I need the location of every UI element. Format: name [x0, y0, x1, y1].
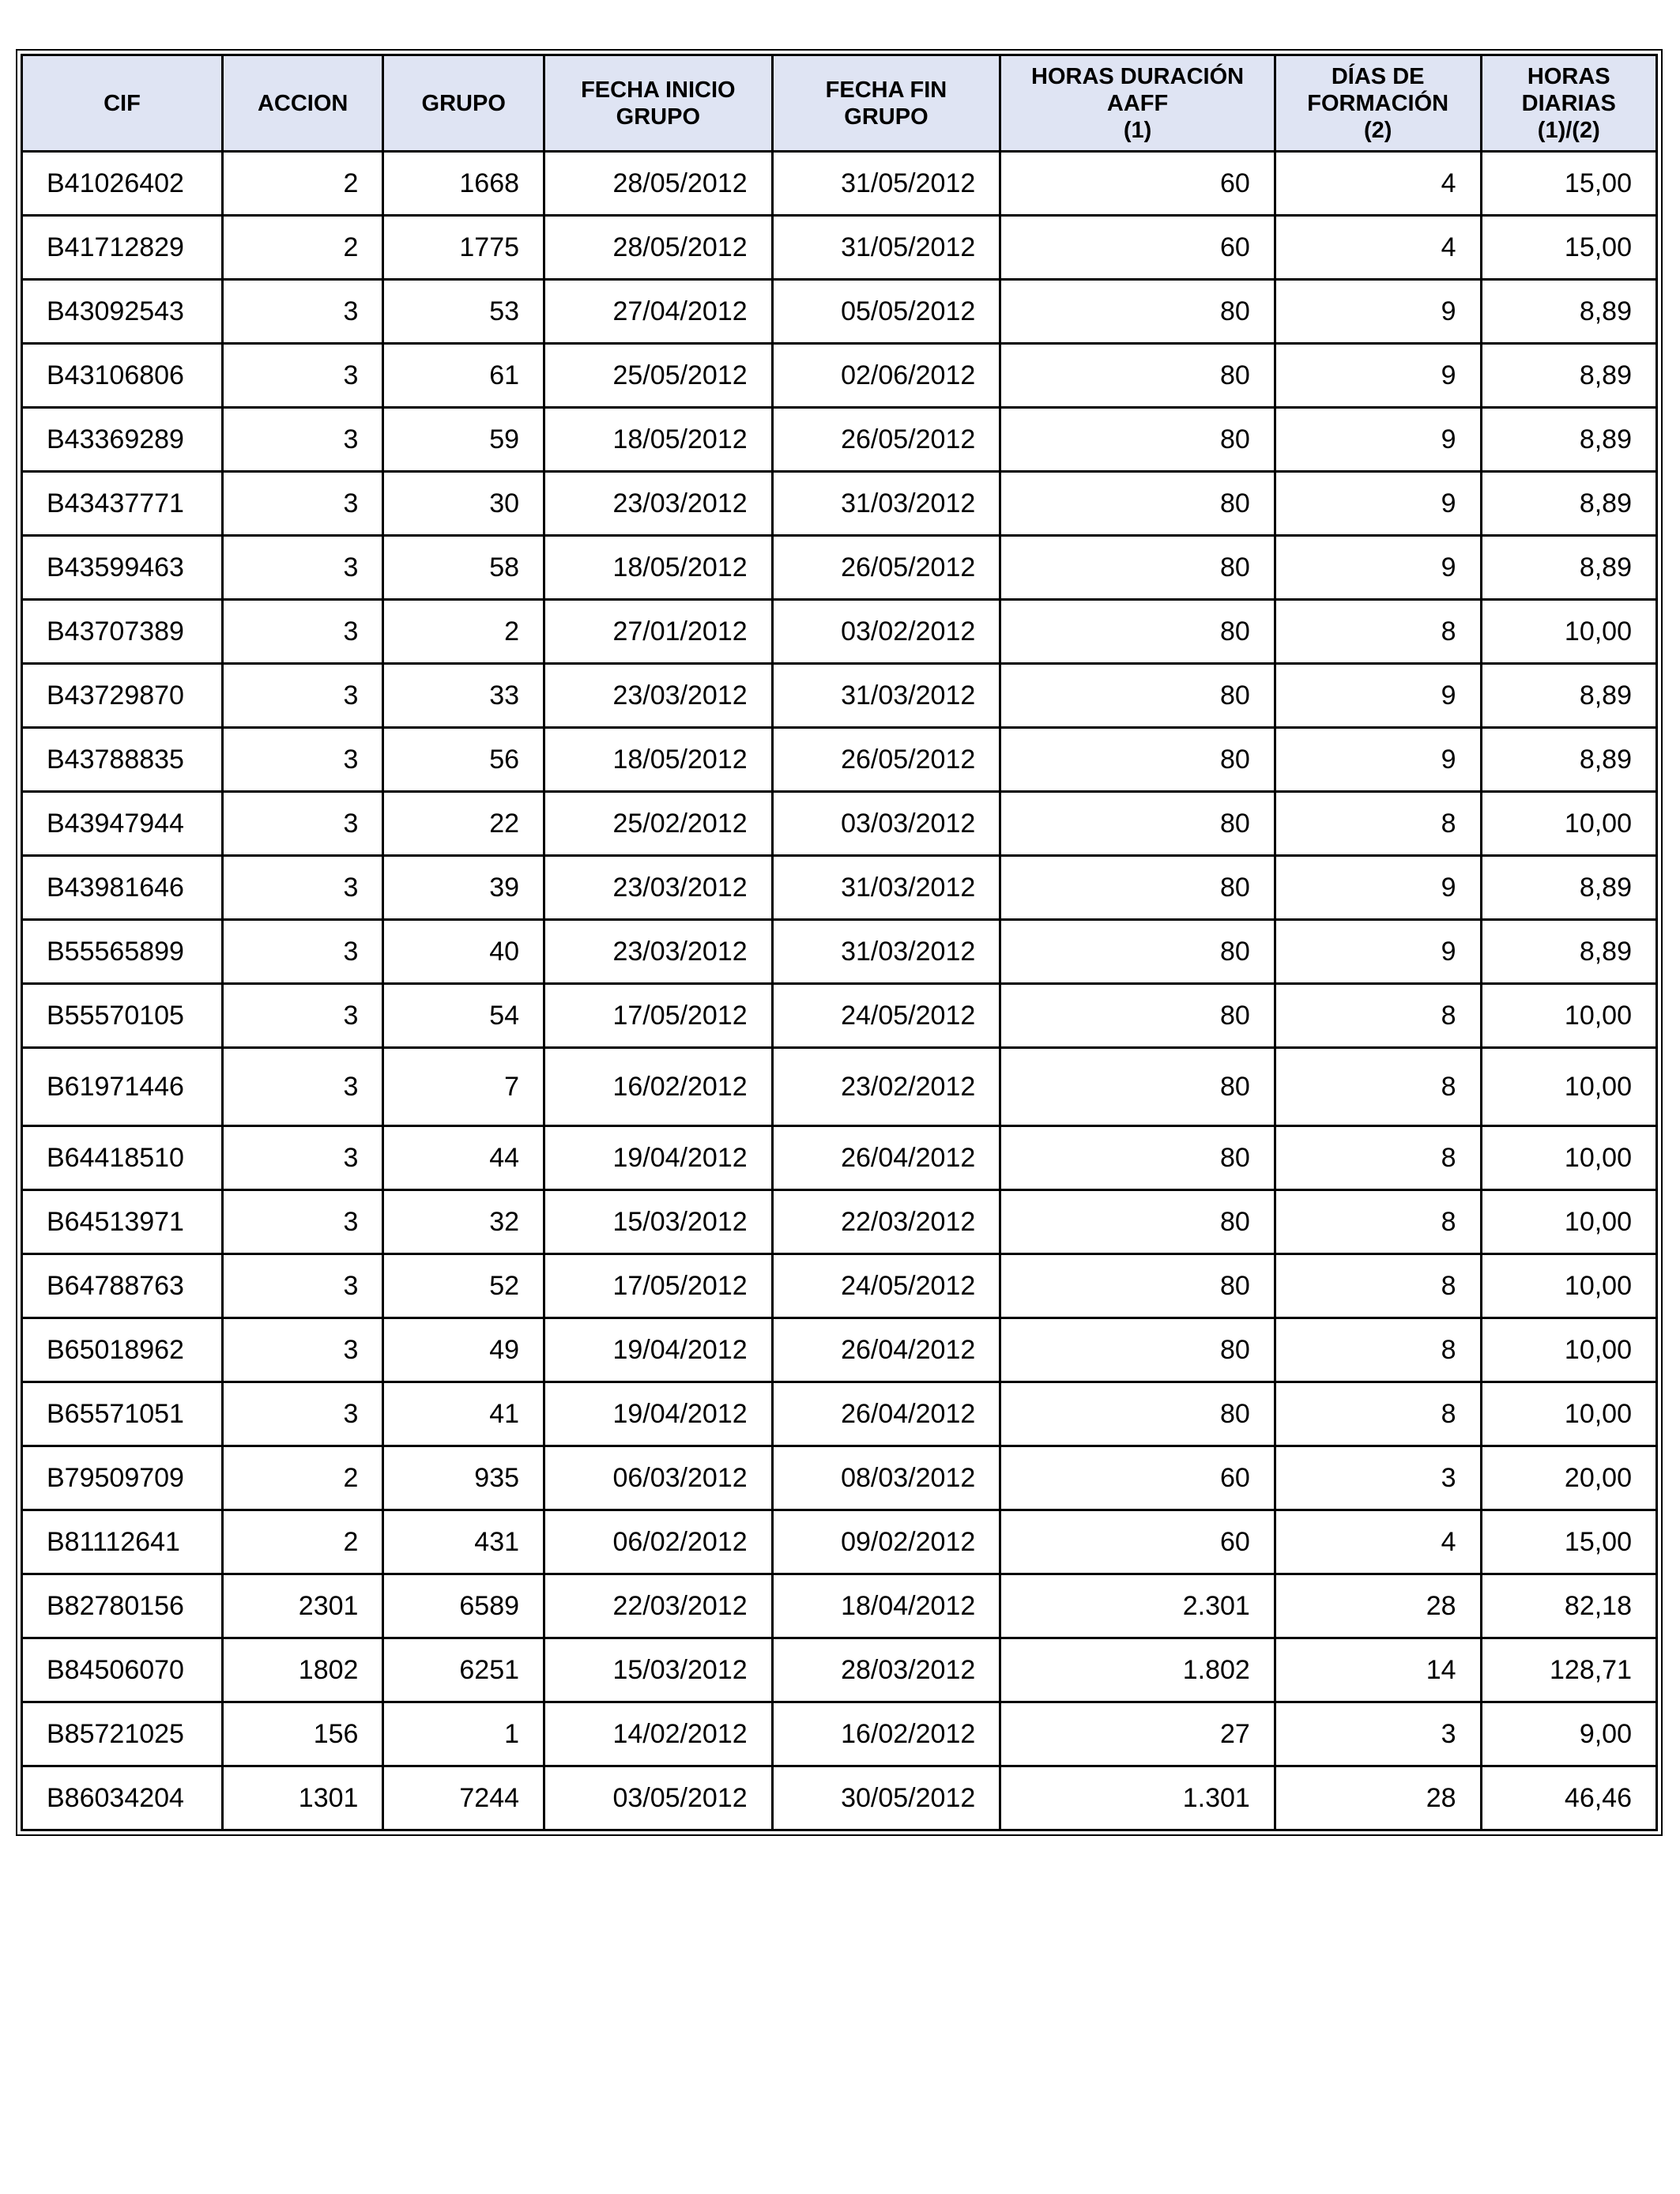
table-row: [22, 408, 1657, 472]
cell-grupo: 22: [383, 792, 544, 856]
header-fecha-inicio-line: GRUPO: [616, 104, 700, 130]
cell-fecha-fin: 31/03/2012: [772, 472, 1000, 536]
cell-dias-formacion: 28: [1275, 1574, 1481, 1638]
table-row: [22, 1766, 1657, 1830]
cell-grupo: 61: [383, 344, 544, 408]
cell-grupo: 6589: [383, 1574, 544, 1638]
cell-horas-duracion: 80: [1000, 1048, 1275, 1126]
cell-fecha-inicio: 06/03/2012: [544, 1446, 773, 1510]
cell-accion: 3: [222, 792, 383, 856]
cell-accion: 3: [222, 1254, 383, 1318]
cell-accion: 3: [222, 1382, 383, 1446]
table-row: [22, 1126, 1657, 1190]
header-dias-formacion-line: (2): [1363, 117, 1392, 143]
cell-accion: 3: [222, 728, 383, 792]
cell-grupo: 39: [383, 856, 544, 920]
header-horas-duracion-line: (1): [1123, 117, 1152, 143]
cell-fecha-fin: 31/05/2012: [772, 216, 1000, 280]
table-row: [22, 1702, 1657, 1766]
cell-accion: 156: [222, 1702, 383, 1766]
cell-accion: 2: [222, 152, 383, 216]
cell-horas-duracion: 60: [1000, 1446, 1275, 1510]
cell-dias-formacion: 3: [1275, 1702, 1481, 1766]
cell-fecha-fin: 16/02/2012: [772, 1702, 1000, 1766]
table-row: [22, 1510, 1657, 1574]
cell-grupo: 1775: [383, 216, 544, 280]
cell-grupo: 7244: [383, 1766, 544, 1830]
cell-accion: 2: [222, 1510, 383, 1574]
table-row: [22, 472, 1657, 536]
cell-cif: B43947944: [22, 792, 223, 856]
header-dias-formacion: [1275, 55, 1481, 152]
cell-horas-diarias: 8,89: [1481, 344, 1656, 408]
cell-horas-diarias: 15,00: [1481, 1510, 1656, 1574]
cell-horas-duracion: 60: [1000, 216, 1275, 280]
cell-grupo: 1: [383, 1702, 544, 1766]
cell-horas-duracion: 80: [1000, 344, 1275, 408]
cell-cif: B55570105: [22, 984, 223, 1048]
cell-accion: 3: [222, 472, 383, 536]
cell-grupo: 49: [383, 1318, 544, 1382]
cell-horas-diarias: 8,89: [1481, 536, 1656, 600]
cell-fecha-fin: 05/05/2012: [772, 280, 1000, 344]
cell-dias-formacion: 9: [1275, 920, 1481, 984]
header-fecha-fin: [772, 55, 1000, 152]
cell-horas-duracion: 60: [1000, 152, 1275, 216]
cell-grupo: 59: [383, 408, 544, 472]
cell-fecha-fin: 30/05/2012: [772, 1766, 1000, 1830]
cell-fecha-fin: 08/03/2012: [772, 1446, 1000, 1510]
cell-fecha-inicio: 15/03/2012: [544, 1638, 773, 1702]
cell-accion: 3: [222, 344, 383, 408]
cell-fecha-fin: 26/05/2012: [772, 536, 1000, 600]
cell-fecha-inicio: 14/02/2012: [544, 1702, 773, 1766]
cell-fecha-inicio: 19/04/2012: [544, 1318, 773, 1382]
cell-horas-duracion: 80: [1000, 1126, 1275, 1190]
cell-fecha-fin: 31/03/2012: [772, 664, 1000, 728]
cell-fecha-inicio: 17/05/2012: [544, 984, 773, 1048]
header-fecha-fin-line: GRUPO: [844, 104, 929, 130]
cell-dias-formacion: 9: [1275, 728, 1481, 792]
header-dias-formacion-line: FORMACIÓN: [1307, 90, 1449, 116]
header-accion-label: ACCION: [257, 90, 348, 116]
cell-accion: 3: [222, 1318, 383, 1382]
header-fecha-inicio-line: FECHA INICIO: [581, 77, 736, 103]
cell-dias-formacion: 4: [1275, 216, 1481, 280]
cell-horas-diarias: 10,00: [1481, 792, 1656, 856]
cell-fecha-inicio: 23/03/2012: [544, 920, 773, 984]
cell-accion: 3: [222, 1190, 383, 1254]
table-row: [22, 1382, 1657, 1446]
table-row: [22, 984, 1657, 1048]
cell-fecha-fin: 26/05/2012: [772, 728, 1000, 792]
table-row: [22, 1574, 1657, 1638]
cell-accion: 3: [222, 408, 383, 472]
header-fecha-fin-line: FECHA FIN: [825, 77, 947, 103]
cell-cif: B64788763: [22, 1254, 223, 1318]
cell-fecha-fin: 28/03/2012: [772, 1638, 1000, 1702]
cell-fecha-fin: 02/06/2012: [772, 344, 1000, 408]
cell-dias-formacion: 4: [1275, 152, 1481, 216]
cell-horas-duracion: 80: [1000, 1254, 1275, 1318]
cell-horas-diarias: 15,00: [1481, 152, 1656, 216]
header-horas-diarias-line: DIARIAS: [1521, 90, 1616, 116]
cell-grupo: 30: [383, 472, 544, 536]
cell-dias-formacion: 9: [1275, 472, 1481, 536]
cell-fecha-inicio: 19/04/2012: [544, 1382, 773, 1446]
table-row: [22, 344, 1657, 408]
cell-grupo: 44: [383, 1126, 544, 1190]
cell-fecha-inicio: 23/03/2012: [544, 472, 773, 536]
table-row: [22, 728, 1657, 792]
cell-fecha-inicio: 28/05/2012: [544, 152, 773, 216]
header-dias-formacion-line: DÍAS DE: [1331, 63, 1425, 89]
cell-grupo: 1668: [383, 152, 544, 216]
cell-fecha-inicio: 18/05/2012: [544, 408, 773, 472]
cell-horas-diarias: 10,00: [1481, 600, 1656, 664]
cell-cif: B64513971: [22, 1190, 223, 1254]
cell-horas-duracion: 80: [1000, 1318, 1275, 1382]
cell-accion: 3: [222, 280, 383, 344]
cell-grupo: 2: [383, 600, 544, 664]
cell-horas-duracion: 80: [1000, 920, 1275, 984]
cell-dias-formacion: 3: [1275, 1446, 1481, 1510]
cell-horas-diarias: 10,00: [1481, 1048, 1656, 1126]
table-row: [22, 792, 1657, 856]
cell-accion: 3: [222, 1126, 383, 1190]
table-row: [22, 280, 1657, 344]
cell-dias-formacion: 9: [1275, 856, 1481, 920]
cell-fecha-inicio: 03/05/2012: [544, 1766, 773, 1830]
cell-horas-duracion: 80: [1000, 792, 1275, 856]
cell-horas-diarias: 10,00: [1481, 984, 1656, 1048]
cell-horas-diarias: 8,89: [1481, 856, 1656, 920]
cell-accion: 3: [222, 536, 383, 600]
cell-fecha-fin: 03/02/2012: [772, 600, 1000, 664]
cell-cif: B65571051: [22, 1382, 223, 1446]
cell-grupo: 41: [383, 1382, 544, 1446]
cell-dias-formacion: 8: [1275, 1190, 1481, 1254]
cell-horas-diarias: 15,00: [1481, 216, 1656, 280]
cell-dias-formacion: 9: [1275, 344, 1481, 408]
cell-fecha-inicio: 23/03/2012: [544, 856, 773, 920]
cell-accion: 1802: [222, 1638, 383, 1702]
header-horas-diarias-line: HORAS: [1527, 63, 1610, 89]
cell-fecha-inicio: 28/05/2012: [544, 216, 773, 280]
cell-horas-diarias: 128,71: [1481, 1638, 1656, 1702]
cell-horas-duracion: 60: [1000, 1510, 1275, 1574]
cell-grupo: 53: [383, 280, 544, 344]
cell-cif: B43092543: [22, 280, 223, 344]
table-row: [22, 856, 1657, 920]
cell-grupo: 33: [383, 664, 544, 728]
cell-horas-diarias: 8,89: [1481, 472, 1656, 536]
table-row: [22, 1254, 1657, 1318]
cell-accion: 3: [222, 1048, 383, 1126]
cell-fecha-fin: 26/04/2012: [772, 1318, 1000, 1382]
cell-grupo: 32: [383, 1190, 544, 1254]
cell-horas-diarias: 8,89: [1481, 920, 1656, 984]
table-header: [22, 55, 1657, 152]
cell-grupo: 40: [383, 920, 544, 984]
header-horas-duracion: [1000, 55, 1275, 152]
cell-fecha-inicio: 06/02/2012: [544, 1510, 773, 1574]
table-row: [22, 1190, 1657, 1254]
cell-dias-formacion: 14: [1275, 1638, 1481, 1702]
cell-dias-formacion: 8: [1275, 600, 1481, 664]
cell-horas-duracion: 2.301: [1000, 1574, 1275, 1638]
cell-horas-duracion: 80: [1000, 984, 1275, 1048]
cell-dias-formacion: 8: [1275, 1126, 1481, 1190]
cell-horas-diarias: 10,00: [1481, 1318, 1656, 1382]
cell-fecha-fin: 31/03/2012: [772, 856, 1000, 920]
cell-cif: B85721025: [22, 1702, 223, 1766]
cell-cif: B43369289: [22, 408, 223, 472]
table-row: [22, 536, 1657, 600]
cell-horas-duracion: 80: [1000, 856, 1275, 920]
cell-cif: B41026402: [22, 152, 223, 216]
cell-grupo: 56: [383, 728, 544, 792]
cell-dias-formacion: 28: [1275, 1766, 1481, 1830]
cell-fecha-inicio: 27/04/2012: [544, 280, 773, 344]
table-row: [22, 1638, 1657, 1702]
header-horas-diarias: [1481, 55, 1656, 152]
cell-fecha-fin: 26/05/2012: [772, 408, 1000, 472]
cell-horas-duracion: 80: [1000, 1190, 1275, 1254]
cell-horas-duracion: 80: [1000, 408, 1275, 472]
cell-horas-diarias: 10,00: [1481, 1382, 1656, 1446]
header-horas-duracion-line: AAFF: [1106, 90, 1169, 116]
cell-accion: 3: [222, 984, 383, 1048]
cell-accion: 3: [222, 600, 383, 664]
cell-dias-formacion: 9: [1275, 536, 1481, 600]
table-row: [22, 664, 1657, 728]
cell-grupo: 54: [383, 984, 544, 1048]
table-row: [22, 152, 1657, 216]
cell-fecha-inicio: 17/05/2012: [544, 1254, 773, 1318]
cell-accion: 3: [222, 856, 383, 920]
header-accion: [222, 55, 383, 152]
cell-grupo: 52: [383, 1254, 544, 1318]
cell-fecha-inicio: 23/03/2012: [544, 664, 773, 728]
header-grupo: [383, 55, 544, 152]
cell-cif: B55565899: [22, 920, 223, 984]
cell-accion: 3: [222, 664, 383, 728]
cell-horas-diarias: 82,18: [1481, 1574, 1656, 1638]
cell-dias-formacion: 8: [1275, 1254, 1481, 1318]
cell-fecha-inicio: 22/03/2012: [544, 1574, 773, 1638]
table-row: [22, 216, 1657, 280]
cell-horas-diarias: 20,00: [1481, 1446, 1656, 1510]
cell-dias-formacion: 9: [1275, 280, 1481, 344]
cell-cif: B61971446: [22, 1048, 223, 1126]
cell-accion: 2301: [222, 1574, 383, 1638]
cell-cif: B86034204: [22, 1766, 223, 1830]
cell-cif: B81112641: [22, 1510, 223, 1574]
cell-fecha-fin: 23/02/2012: [772, 1048, 1000, 1126]
cell-fecha-inicio: 25/02/2012: [544, 792, 773, 856]
cell-horas-diarias: 10,00: [1481, 1126, 1656, 1190]
cell-cif: B43707389: [22, 600, 223, 664]
cell-dias-formacion: 8: [1275, 1048, 1481, 1126]
cell-dias-formacion: 9: [1275, 408, 1481, 472]
cell-cif: B43788835: [22, 728, 223, 792]
cell-fecha-inicio: 18/05/2012: [544, 728, 773, 792]
cell-horas-duracion: 1.301: [1000, 1766, 1275, 1830]
cell-horas-duracion: 80: [1000, 1382, 1275, 1446]
data-table: [21, 54, 1658, 1831]
cell-cif: B65018962: [22, 1318, 223, 1382]
cell-cif: B43437771: [22, 472, 223, 536]
header-fecha-inicio: [544, 55, 773, 152]
cell-cif: B64418510: [22, 1126, 223, 1190]
cell-cif: B79509709: [22, 1446, 223, 1510]
cell-horas-diarias: 8,89: [1481, 728, 1656, 792]
table-row: [22, 600, 1657, 664]
cell-fecha-fin: 26/04/2012: [772, 1382, 1000, 1446]
table-row: [22, 920, 1657, 984]
cell-fecha-inicio: 16/02/2012: [544, 1048, 773, 1126]
cell-accion: 3: [222, 920, 383, 984]
cell-fecha-fin: 24/05/2012: [772, 984, 1000, 1048]
cell-horas-diarias: 8,89: [1481, 664, 1656, 728]
table-frame: [16, 49, 1663, 1836]
cell-cif: B41712829: [22, 216, 223, 280]
cell-dias-formacion: 9: [1275, 664, 1481, 728]
table-row: [22, 1446, 1657, 1510]
cell-grupo: 431: [383, 1510, 544, 1574]
cell-fecha-inicio: 27/01/2012: [544, 600, 773, 664]
cell-cif: B43981646: [22, 856, 223, 920]
cell-horas-diarias: 8,89: [1481, 408, 1656, 472]
cell-dias-formacion: 8: [1275, 984, 1481, 1048]
cell-cif: B43729870: [22, 664, 223, 728]
cell-horas-diarias: 9,00: [1481, 1702, 1656, 1766]
cell-grupo: 6251: [383, 1638, 544, 1702]
cell-fecha-fin: 26/04/2012: [772, 1126, 1000, 1190]
cell-dias-formacion: 8: [1275, 792, 1481, 856]
cell-horas-diarias: 10,00: [1481, 1254, 1656, 1318]
cell-fecha-fin: 24/05/2012: [772, 1254, 1000, 1318]
cell-grupo: 7: [383, 1048, 544, 1126]
cell-fecha-fin: 31/03/2012: [772, 920, 1000, 984]
table-row: [22, 1048, 1657, 1126]
cell-horas-duracion: 80: [1000, 472, 1275, 536]
cell-dias-formacion: 4: [1275, 1510, 1481, 1574]
cell-grupo: 58: [383, 536, 544, 600]
header-row: [22, 55, 1657, 152]
header-horas-duracion-line: HORAS DURACIÓN: [1031, 63, 1245, 89]
cell-accion: 2: [222, 1446, 383, 1510]
cell-fecha-fin: 22/03/2012: [772, 1190, 1000, 1254]
cell-cif: B82780156: [22, 1574, 223, 1638]
header-grupo-label: GRUPO: [421, 90, 506, 116]
cell-fecha-inicio: 15/03/2012: [544, 1190, 773, 1254]
cell-fecha-inicio: 25/05/2012: [544, 344, 773, 408]
cell-horas-duracion: 80: [1000, 600, 1275, 664]
cell-horas-diarias: 10,00: [1481, 1190, 1656, 1254]
cell-fecha-fin: 09/02/2012: [772, 1510, 1000, 1574]
cell-horas-duracion: 80: [1000, 536, 1275, 600]
cell-grupo: 935: [383, 1446, 544, 1510]
cell-horas-duracion: 1.802: [1000, 1638, 1275, 1702]
cell-accion: 1301: [222, 1766, 383, 1830]
cell-horas-duracion: 80: [1000, 280, 1275, 344]
header-cif: [22, 55, 223, 152]
cell-dias-formacion: 8: [1275, 1382, 1481, 1446]
cell-cif: B43599463: [22, 536, 223, 600]
cell-horas-duracion: 80: [1000, 664, 1275, 728]
header-cif-label: CIF: [104, 90, 141, 116]
table-body: [22, 152, 1657, 1830]
cell-fecha-fin: 03/03/2012: [772, 792, 1000, 856]
cell-fecha-fin: 31/05/2012: [772, 152, 1000, 216]
cell-horas-duracion: 80: [1000, 728, 1275, 792]
cell-horas-duracion: 27: [1000, 1702, 1275, 1766]
cell-cif: B84506070: [22, 1638, 223, 1702]
header-horas-diarias-line: (1)/(2): [1537, 117, 1600, 143]
cell-horas-diarias: 8,89: [1481, 280, 1656, 344]
cell-fecha-inicio: 18/05/2012: [544, 536, 773, 600]
cell-fecha-fin: 18/04/2012: [772, 1574, 1000, 1638]
cell-accion: 2: [222, 216, 383, 280]
table-row: [22, 1318, 1657, 1382]
cell-dias-formacion: 8: [1275, 1318, 1481, 1382]
cell-horas-diarias: 46,46: [1481, 1766, 1656, 1830]
cell-cif: B43106806: [22, 344, 223, 408]
cell-fecha-inicio: 19/04/2012: [544, 1126, 773, 1190]
